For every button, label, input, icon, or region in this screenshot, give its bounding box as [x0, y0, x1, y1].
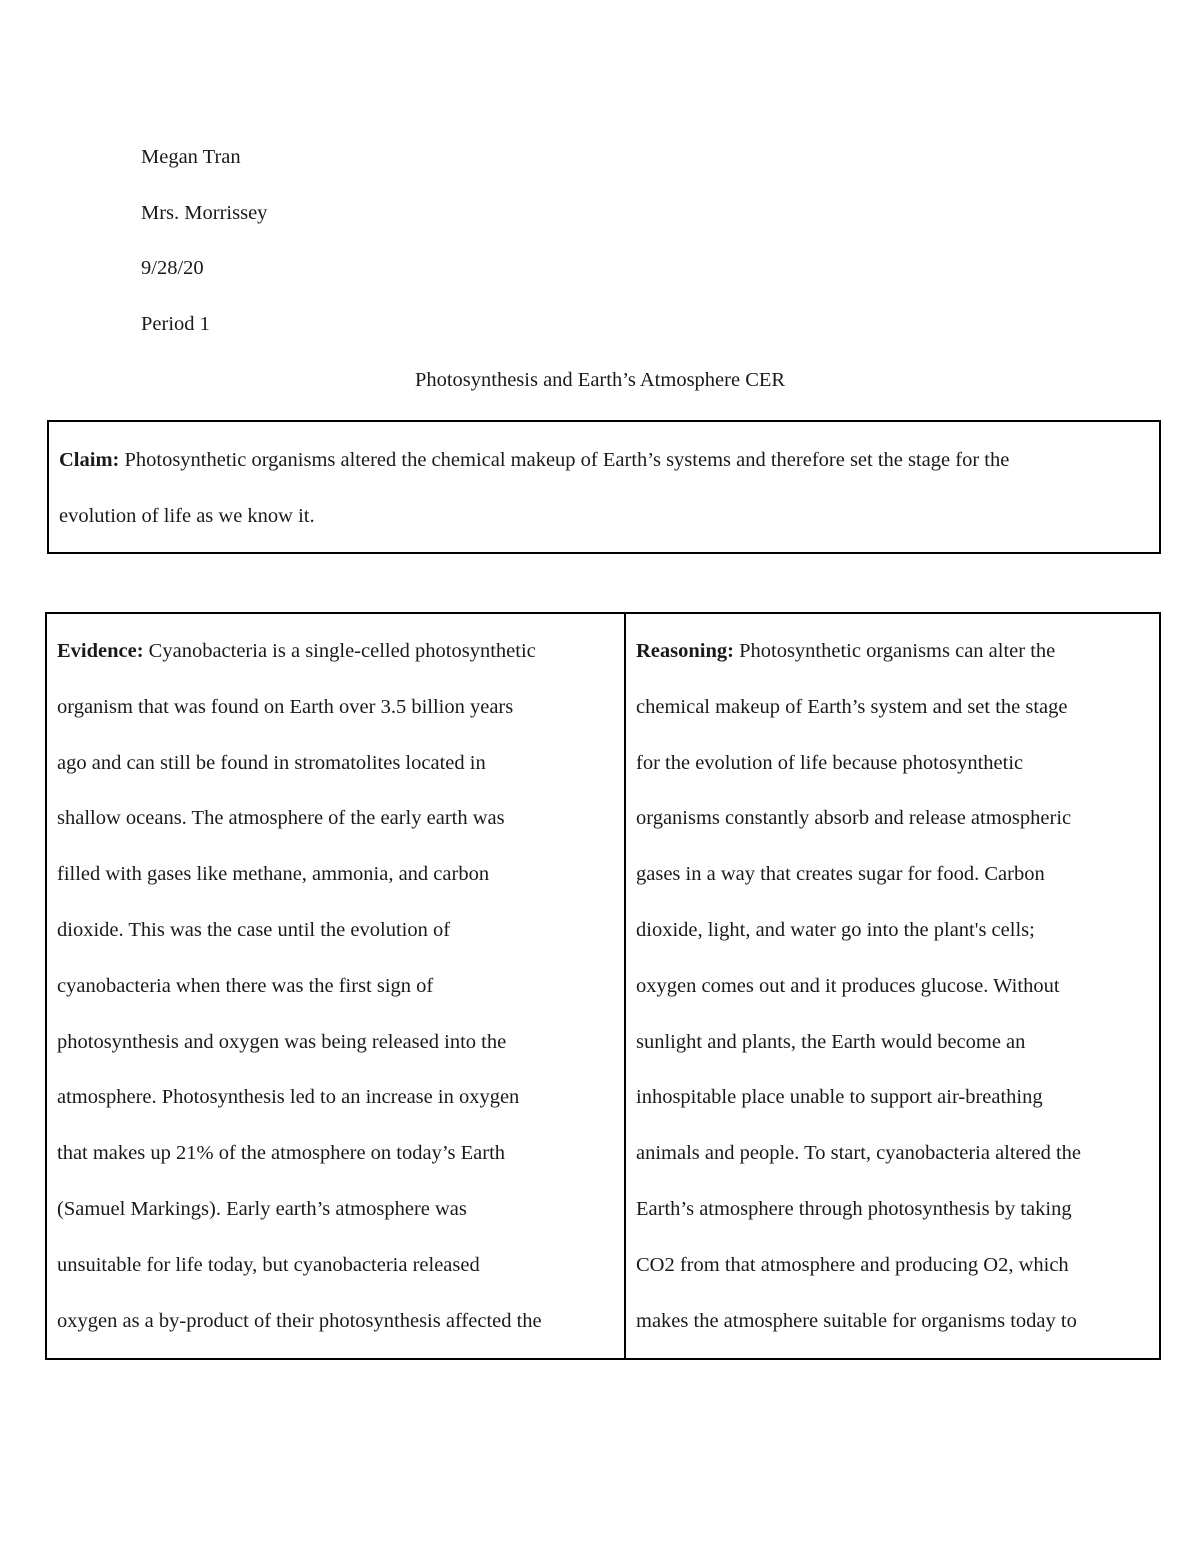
evidence-line: cyanobacteria when there was the first sign of: [57, 974, 434, 997]
evidence-line: photosynthesis and oxygen was being released into the: [57, 1030, 507, 1053]
reasoning-line: sunlight and plants, the Earth would become an: [636, 1030, 1026, 1053]
reasoning-cell: [626, 614, 1159, 1358]
date: 9/28/20: [141, 257, 204, 279]
claim-box: [47, 420, 1161, 554]
claim-text: Photosynthetic organisms altered the chemical makeup of Earth’s systems and therefore set the stage for the: [119, 449, 1010, 471]
evidence-text: Cyanobacteria is a single-celled photosynthetic: [143, 640, 536, 662]
evidence-line: ago and can still be found in stromatolites located in: [57, 751, 486, 774]
student-name: Megan Tran: [141, 146, 241, 168]
reasoning-line: dioxide, light, and water go into the plant's cells;: [636, 918, 1035, 941]
evidence-cell: [47, 614, 626, 1358]
reasoning-line: oxygen comes out and it produces glucose. Without: [636, 974, 1060, 997]
claim-label: Claim:: [59, 449, 120, 471]
evidence-reasoning-table: [45, 612, 1161, 1360]
document-title: Photosynthesis and Earth’s Atmosphere CER: [414, 369, 786, 391]
reasoning-label: Reasoning:: [636, 640, 734, 662]
reasoning-line: organisms constantly absorb and release atmospheric: [636, 807, 1072, 830]
reasoning-line: [636, 624, 1151, 680]
evidence-line: unsuitable for life today, but cyanobacteria released: [57, 1253, 480, 1276]
claim-line: [59, 432, 1149, 488]
evidence-label: Evidence:: [57, 640, 144, 662]
evidence-line: oxygen as a by-product of their photosynthesis affected the: [57, 1309, 542, 1332]
evidence-line: [57, 624, 616, 680]
reasoning-line: animals and people. To start, cyanobacteria altered the: [636, 1142, 1082, 1165]
reasoning-line: makes the atmosphere suitable for organisms today to: [636, 1309, 1077, 1332]
reasoning-line: inhospitable place unable to support air-breathing: [636, 1086, 1043, 1109]
evidence-line: that makes up 21% of the atmosphere on today’s Earth: [57, 1142, 506, 1165]
evidence-line: organism that was found on Earth over 3.5 billion years: [57, 695, 514, 718]
reasoning-line: gases in a way that creates sugar for food. Carbon: [636, 863, 1045, 886]
class-period: Period 1: [141, 313, 210, 335]
reasoning-line: for the evolution of life because photosynthetic: [636, 751, 1024, 774]
evidence-line: (Samuel Markings). Early earth’s atmosphere was: [57, 1197, 467, 1220]
claim-line: evolution of life as we know it.: [59, 505, 315, 527]
reasoning-text: Photosynthetic organisms can alter the: [733, 640, 1056, 662]
evidence-line: filled with gases like methane, ammonia, and carbon: [57, 863, 490, 886]
evidence-line: dioxide. This was the case until the evolution of: [57, 918, 451, 941]
reasoning-line: CO2 from that atmosphere and producing O2, which: [636, 1253, 1069, 1276]
evidence-line: atmosphere. Photosynthesis led to an increase in oxygen: [57, 1086, 520, 1109]
reasoning-line: Earth’s atmosphere through photosynthesis by taking: [636, 1197, 1072, 1220]
teacher-name: Mrs. Morrissey: [141, 202, 268, 224]
reasoning-line: chemical makeup of Earth’s system and set the stage: [636, 695, 1068, 718]
evidence-line: shallow oceans. The atmosphere of the early earth was: [57, 807, 505, 830]
